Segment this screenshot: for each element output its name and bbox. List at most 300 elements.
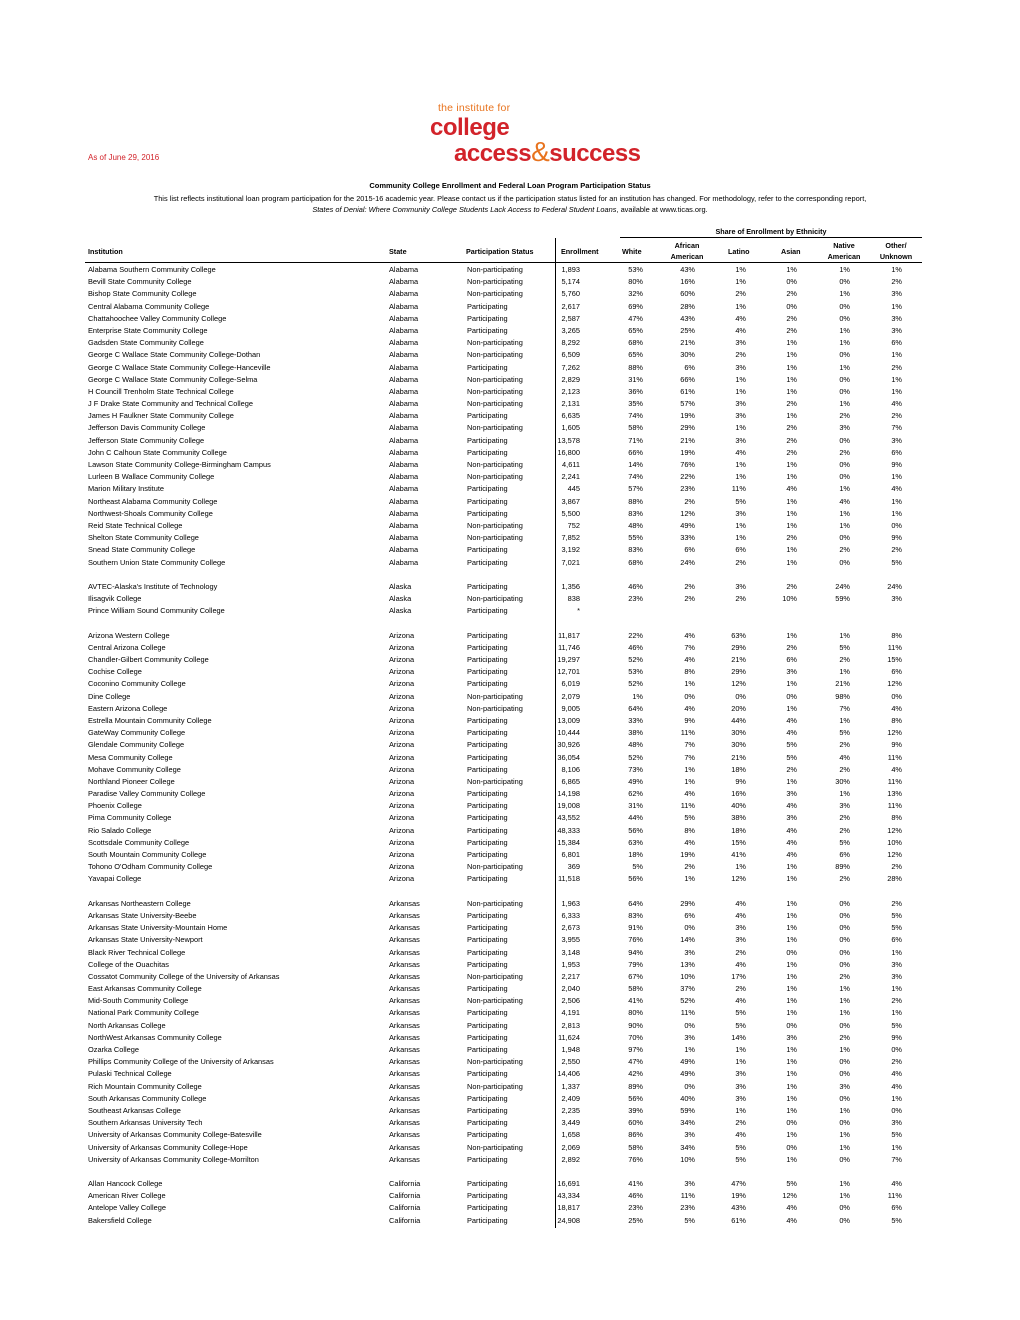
table-row [0,422,1020,434]
pct-other-unknown-cell: 9% [891,1032,902,1042]
table-row [0,605,1020,617]
table-row [0,959,1020,971]
pct-white-cell: 70% [628,1032,643,1042]
pct-latino-cell: 5% [735,496,746,506]
pct-other-unknown-cell: 2% [891,862,902,872]
pct-asian-cell: 6% [786,655,797,664]
pct-other-unknown-cell: 8% [891,630,902,640]
pct-latino-cell: 4% [735,313,746,323]
institution-name-cell: Southern Union State Community College [88,557,226,567]
pct-african-american-cell: 52% [680,996,695,1006]
pct-other-unknown-cell: 2% [891,362,902,372]
institution-name-cell: Alabama Southern Community College [88,265,216,274]
enrollment-cell: 8,292 [561,338,580,348]
pct-native-american-cell: 2% [839,447,850,457]
pct-other-unknown-cell: 5% [891,557,902,567]
enrollment-cell: 14,406 [557,1069,580,1079]
pct-white-cell: 80% [628,1008,643,1018]
institution-name-cell: Central Arizona College [88,642,166,652]
institution-name-cell: South Arkansas Community College [88,1093,207,1103]
state-cell: Alabama [389,520,419,530]
pct-other-unknown-cell: 1% [891,1093,902,1103]
table-row [0,435,1020,447]
pct-latino-cell: 4% [735,959,746,969]
institution-name-cell: Paradise Valley Community College [88,789,206,799]
pct-other-unknown-cell: 6% [891,447,902,457]
table-row [0,678,1020,690]
pct-white-cell: 89% [628,1081,643,1091]
pct-native-american-cell: 0% [839,557,850,567]
pct-asian-cell: 2% [786,325,797,335]
institution-name-cell: Ilisagvik College [88,594,142,604]
pct-asian-cell: 0% [786,1020,797,1030]
enrollment-cell: 8,106 [561,764,580,774]
institution-name-cell: Marion Military Institute [88,484,164,494]
pct-white-cell: 41% [628,1179,643,1189]
participation-status-cell: Participating [467,764,508,774]
institution-name-cell: Dine College [88,691,131,701]
pct-african-american-cell: 0% [684,1020,695,1030]
enrollment-cell: 7,262 [561,362,580,372]
pct-asian-cell: 2% [786,423,797,433]
pct-latino-cell: 6% [735,545,746,555]
table-row [0,849,1020,861]
state-cell: Alabama [389,435,419,445]
table-row [0,666,1020,678]
participation-status-cell: Participating [467,362,508,372]
table-row [0,325,1020,337]
pct-other-unknown-cell: 5% [891,1130,902,1140]
pct-other-unknown-cell: 4% [891,764,902,774]
pct-other-unknown-cell: 7% [891,1154,902,1164]
pct-latino-cell: 3% [735,362,746,372]
pct-other-unknown-cell: 3% [891,594,902,604]
pct-african-american-cell: 0% [684,691,695,701]
pct-other-unknown-cell: 4% [891,703,902,713]
state-cell: Arkansas [389,1008,420,1018]
pct-white-cell: 68% [628,557,643,567]
pct-african-american-cell: 11% [680,728,695,738]
table-row [0,752,1020,764]
table-row [0,496,1020,508]
table-row [0,1215,1020,1227]
pct-african-american-cell: 28% [680,301,695,311]
pct-white-cell: 79% [628,959,643,969]
ethnicity-group-header: Share of Enrollment by Ethnicity [620,227,922,238]
pct-native-american-cell: 0% [839,313,850,323]
pct-african-american-cell: 3% [684,947,695,957]
pct-white-cell: 83% [628,910,643,920]
pct-latino-cell: 30% [731,740,746,750]
pct-native-american-cell: 1% [839,789,850,799]
institution-name-cell: Chandler-Gilbert Community College [88,655,209,664]
institution-name-cell: Cossatot Community College of the University of Arkansas [88,971,280,981]
pct-other-unknown-cell: 1% [891,265,902,274]
pct-african-american-cell: 21% [680,338,695,348]
pct-native-american-cell: 1% [839,715,850,725]
pct-native-american-cell: 0% [839,1154,850,1164]
pct-latino-cell: 14% [731,1032,746,1042]
pct-native-american-cell: 3% [839,423,850,433]
pct-african-american-cell: 60% [680,289,695,299]
pct-native-american-cell: 0% [839,374,850,384]
pct-other-unknown-cell: 11% [887,642,902,652]
pct-white-cell: 88% [628,496,643,506]
table-row [0,471,1020,483]
pct-native-american-cell: 2% [839,740,850,750]
pct-native-american-cell: 6% [839,850,850,859]
institution-name-cell: Mohave Community College [88,764,181,774]
enrollment-cell: 2,241 [561,472,580,482]
pct-african-american-cell: 19% [680,850,695,859]
pct-other-unknown-cell: 5% [891,923,902,933]
pct-native-american-cell: 1% [839,520,850,530]
institution-name-cell: Tohono O'Odham Community College [88,862,213,872]
pct-african-american-cell: 7% [684,740,695,750]
pct-native-american-cell: 0% [839,277,850,287]
pct-other-unknown-cell: 12% [887,850,902,859]
pct-native-american-cell: 1% [839,484,850,494]
pct-asian-cell: 1% [786,1045,797,1054]
pct-native-american-cell: 1% [839,362,850,372]
pct-white-cell: 74% [628,411,643,421]
pct-other-unknown-cell: 1% [891,947,902,957]
institution-name-cell: Southeast Arkansas College [88,1105,181,1115]
pct-native-american-cell: 0% [839,1215,850,1225]
institution-name-cell: H Councill Trenholm State Technical College [88,386,234,396]
table-row [0,1056,1020,1068]
pct-white-cell: 91% [628,923,643,933]
pct-african-american-cell: 25% [680,325,695,335]
enrollment-cell: 13,578 [557,435,580,445]
pct-native-american-cell: 3% [839,801,850,811]
group-spacer [0,617,1020,629]
institution-name-cell: Estrella Mountain Community College [88,715,212,725]
enrollment-cell: 6,509 [561,350,580,360]
pct-white-cell: 5% [632,862,643,872]
pct-white-cell: 46% [628,642,643,652]
table-row [0,349,1020,361]
pct-white-cell: 58% [628,984,643,994]
institution-name-cell: Rio Salado College [88,825,152,835]
pct-native-american-cell: 1% [839,338,850,348]
pct-african-american-cell: 5% [684,1215,695,1225]
pct-latino-cell: 2% [735,350,746,360]
pct-white-cell: 60% [628,1118,643,1128]
table-row [0,739,1020,751]
logo-success: success [549,140,641,167]
table-row [0,971,1020,983]
enrollment-cell: 4,611 [562,460,580,469]
table-row [0,898,1020,910]
table-row [0,910,1020,922]
pct-latino-cell: 21% [731,752,746,762]
pct-asian-cell: 1% [786,1008,797,1018]
pct-african-american-cell: 10% [680,971,695,981]
col-header-institution: Institution [88,247,123,256]
pct-latino-cell: 4% [735,1130,746,1140]
pct-asian-cell: 1% [786,265,797,274]
participation-status-cell: Participating [467,1069,508,1079]
pct-white-cell: 25% [628,1215,643,1225]
pct-asian-cell: 1% [786,386,797,396]
institution-name-cell: University of Arkansas Community College-Hope [88,1142,248,1152]
enrollment-cell: 24,908 [557,1215,580,1225]
pct-white-cell: 56% [628,874,643,884]
enrollment-cell: 2,040 [561,984,580,994]
institution-name-cell: Antelope Valley College [88,1203,166,1213]
state-cell: Arizona [389,776,415,786]
pct-african-american-cell: 49% [680,1057,695,1067]
pct-african-american-cell: 61% [680,386,695,396]
participation-status-cell: Non-participating [467,399,523,409]
pct-white-cell: 39% [628,1105,643,1115]
pct-african-american-cell: 66% [680,374,695,384]
institution-name-cell: National Park Community College [88,1008,199,1018]
state-cell: Arkansas [389,971,420,981]
pct-african-american-cell: 8% [684,667,695,677]
institution-name-cell: Glendale Community College [88,740,185,750]
institution-name-cell: Northwest-Shoals Community College [88,508,213,518]
pct-asian-cell: 0% [786,277,797,287]
pct-african-american-cell: 22% [680,472,695,482]
pct-other-unknown-cell: 9% [891,460,902,469]
pct-other-unknown-cell: 1% [891,496,902,506]
pct-asian-cell: 1% [786,874,797,884]
table-row [0,727,1020,739]
institution-name-cell: Eastern Arizona College [88,703,168,713]
enrollment-cell: 6,333 [561,910,580,920]
participation-status-cell: Participating [467,740,508,750]
pct-asian-cell: 1% [786,910,797,920]
table-row [0,776,1020,788]
participation-status-cell: Participating [467,947,508,957]
pct-native-american-cell: 5% [839,728,850,738]
pct-white-cell: 76% [628,935,643,945]
pct-latino-cell: 1% [735,374,746,384]
table-row [0,812,1020,824]
enrollment-cell: 3,867 [561,496,580,506]
pct-african-american-cell: 1% [684,764,695,774]
pct-other-unknown-cell: 6% [891,1203,902,1213]
participation-status-cell: Participating [467,447,508,457]
state-cell: Alabama [389,277,419,287]
pct-asian-cell: 3% [786,667,797,677]
pct-asian-cell: 2% [786,764,797,774]
table-row [0,532,1020,544]
pct-native-american-cell: 1% [839,1179,850,1189]
pct-latino-cell: 1% [735,1045,746,1054]
pct-other-unknown-cell: 5% [891,1020,902,1030]
pct-asian-cell: 4% [786,728,797,738]
institution-name-cell: Mesa Community College [88,752,173,762]
pct-white-cell: 18% [628,850,643,859]
pct-other-unknown-cell: 15% [887,655,902,664]
pct-latino-cell: 3% [735,1093,746,1103]
pct-asian-cell: 2% [786,642,797,652]
state-cell: Arizona [389,728,415,738]
pct-asian-cell: 1% [786,496,797,506]
state-cell: Arkansas [389,1118,420,1128]
table-row [0,1154,1020,1166]
table-row [0,861,1020,873]
state-cell: Alabama [389,399,419,409]
institution-name-cell: George C Wallace State Community College-Hanceville [88,362,271,372]
pct-native-american-cell: 89% [835,862,850,872]
pct-other-unknown-cell: 2% [891,996,902,1006]
pct-white-cell: 52% [628,752,643,762]
pct-other-unknown-cell: 1% [891,1142,902,1152]
pct-native-american-cell: 1% [839,667,850,677]
pct-native-american-cell: 21% [835,679,850,689]
pct-asian-cell: 2% [786,447,797,457]
institution-name-cell: Bevill State Community College [88,277,192,287]
state-cell: Arkansas [389,923,420,933]
pct-african-american-cell: 14% [680,935,695,945]
pct-other-unknown-cell: 3% [891,289,902,299]
pct-latino-cell: 3% [735,935,746,945]
pct-other-unknown-cell: 5% [891,910,902,920]
pct-asian-cell: 1% [786,1154,797,1164]
pct-native-american-cell: 3% [839,1081,850,1091]
institution-name-cell: J F Drake State Community and Technical College [88,399,253,409]
pct-latino-cell: 47% [731,1179,746,1189]
enrollment-cell: 30,926 [557,740,580,750]
table-row [0,1142,1020,1154]
enrollment-cell: 1,963 [561,898,580,908]
state-cell: Alabama [389,386,419,396]
institution-name-cell: Northland Pioneer College [88,776,175,786]
pct-latino-cell: 4% [735,325,746,335]
pct-latino-cell: 18% [731,825,746,835]
table-row [0,788,1020,800]
participation-status-cell: Participating [467,1020,508,1030]
institution-name-cell: Reid State Technical College [88,520,183,530]
pct-latino-cell: 29% [731,667,746,677]
logo-line-2: college [430,114,510,141]
pct-latino-cell: 1% [735,277,746,287]
state-cell: Alaska [389,594,412,604]
state-cell: Alabama [389,496,419,506]
pct-native-american-cell: 0% [839,910,850,920]
participation-status-cell: Participating [467,496,508,506]
pct-native-american-cell: 1% [839,1045,850,1054]
pct-other-unknown-cell: 1% [891,350,902,360]
pct-african-american-cell: 0% [684,923,695,933]
pct-native-american-cell: 5% [839,837,850,847]
pct-white-cell: 46% [628,581,643,591]
pct-other-unknown-cell: 0% [891,1105,902,1115]
pct-native-american-cell: 1% [839,1105,850,1115]
pct-white-cell: 74% [628,472,643,482]
pct-white-cell: 47% [628,313,643,323]
enrollment-cell: 5,174 [561,277,580,287]
col-header-asian: Asian [781,247,801,256]
participation-status-cell: Participating [467,715,508,725]
enrollment-cell: 43,334 [557,1191,580,1201]
table-row [0,520,1020,532]
pct-native-american-cell: 1% [839,1130,850,1140]
pct-other-unknown-cell: 12% [887,825,902,835]
pct-latino-cell: 30% [731,728,746,738]
enrollment-cell: 36,054 [557,752,580,762]
pct-latino-cell: 2% [735,947,746,957]
pct-other-unknown-cell: 11% [887,776,902,786]
pct-asian-cell: 4% [786,825,797,835]
pct-latino-cell: 3% [735,399,746,409]
pct-latino-cell: 17% [731,971,746,981]
pct-native-american-cell: 0% [839,301,850,311]
table-row [0,313,1020,325]
pct-native-american-cell: 0% [839,959,850,969]
institution-name-cell: Lawson State Community College-Birmingham Campus [88,460,271,469]
pct-white-cell: 73% [628,764,643,774]
state-cell: Arizona [389,850,415,859]
institution-name-cell: George C Wallace State Community College-Dothan [88,350,261,360]
table-row [0,276,1020,288]
pct-other-unknown-cell: 1% [891,508,902,518]
pct-other-unknown-cell: 1% [891,984,902,994]
enrollment-cell: 18,817 [557,1203,580,1213]
state-cell: Arkansas [389,1154,420,1164]
enrollment-cell: 5,760 [561,289,580,299]
pct-african-american-cell: 40% [680,1093,695,1103]
enrollment-cell: 1,948 [561,1045,580,1054]
enrollment-cell: 2,079 [561,691,580,701]
pct-latino-cell: 38% [731,813,746,823]
pct-asian-cell: 1% [786,1130,797,1140]
pct-latino-cell: 2% [735,1118,746,1128]
institution-name-cell: South Mountain Community College [88,850,207,859]
pct-native-american-cell: 0% [839,350,850,360]
table-row [0,800,1020,812]
pct-latino-cell: 1% [735,301,746,311]
pct-native-american-cell: 2% [839,825,850,835]
col-header-other-2: Unknown [879,252,913,261]
pct-latino-cell: 63% [731,630,746,640]
participation-status-cell: Participating [467,1008,508,1018]
pct-white-cell: 76% [628,1154,643,1164]
enrollment-cell: 1,356 [561,581,580,591]
logo-line-1: the institute for [438,102,511,114]
pct-asian-cell: 1% [786,557,797,567]
state-cell: Arizona [389,825,415,835]
participation-status-cell: Non-participating [467,691,523,701]
pct-african-american-cell: 16% [680,277,695,287]
enrollment-cell: 2,409 [561,1093,580,1103]
pct-latino-cell: 1% [735,386,746,396]
table-row [0,386,1020,398]
pct-african-american-cell: 59% [680,1105,695,1115]
pct-other-unknown-cell: 1% [891,472,902,482]
pct-white-cell: 68% [628,338,643,348]
pct-african-american-cell: 33% [680,533,695,543]
institution-name-cell: Jefferson Davis Community College [88,423,206,433]
col-header-native-american [825,240,863,262]
participation-status-cell: Participating [467,1032,508,1042]
enrollment-cell: 14,198 [557,789,580,799]
participation-status-cell: Non-participating [467,1081,523,1091]
participation-status-cell: Participating [467,1118,508,1128]
pct-white-cell: 32% [628,289,643,299]
pct-other-unknown-cell: 3% [891,325,902,335]
pct-native-american-cell: 1% [839,984,850,994]
pct-native-american-cell: 4% [839,496,850,506]
table-row [0,301,1020,313]
pct-latino-cell: 1% [735,265,746,274]
table-row [0,983,1020,995]
col-header-participation: Participation Status [466,247,534,256]
